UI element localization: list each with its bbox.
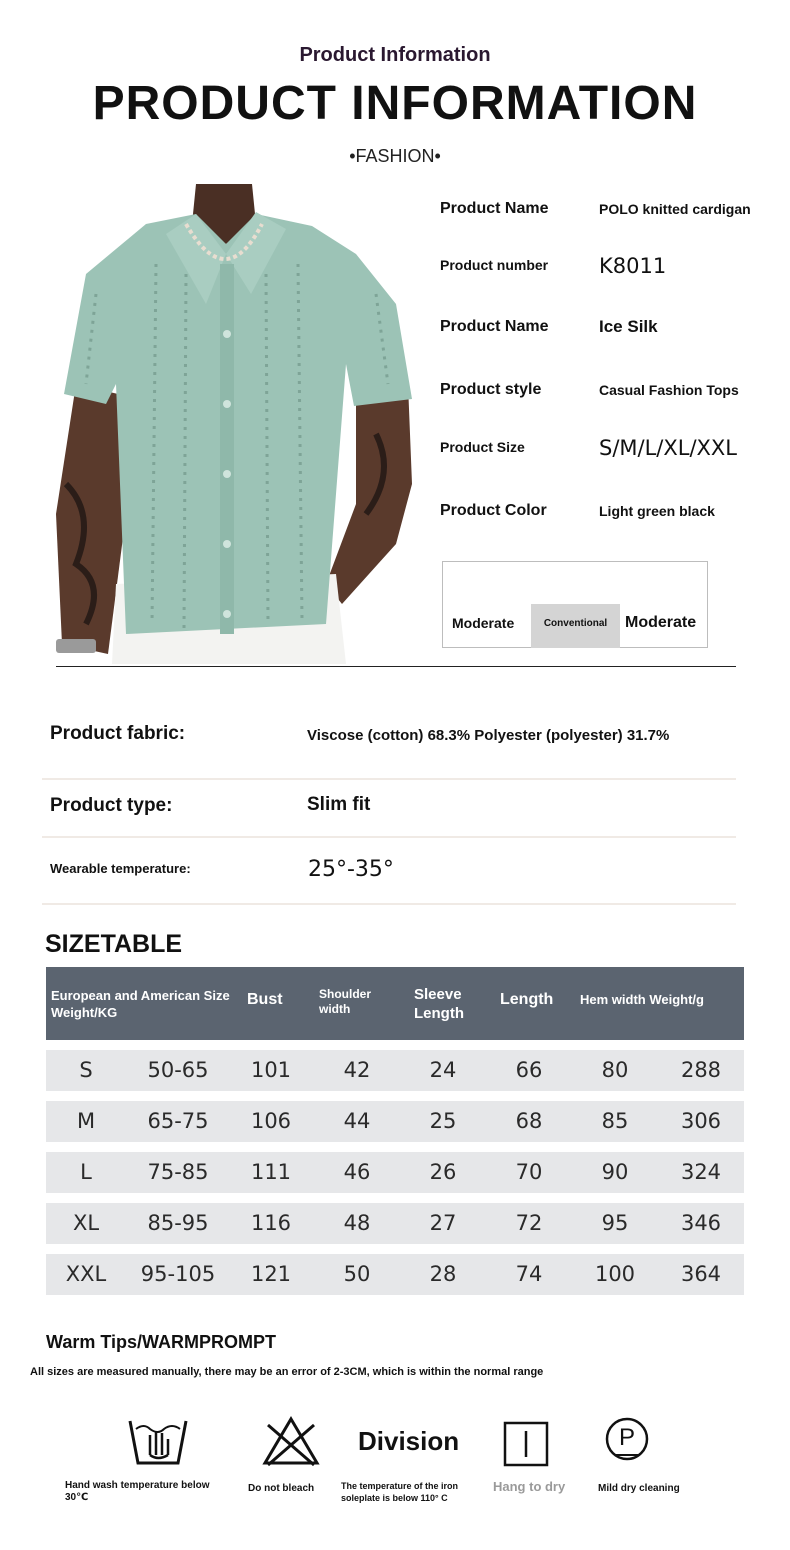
table-cell: 50-65: [147, 1058, 209, 1082]
stretch-right-label: Moderate: [625, 614, 697, 631]
table-cell: 106: [250, 1109, 292, 1133]
table-cell: 90: [601, 1160, 629, 1184]
table-cell: 80: [601, 1058, 629, 1082]
info-label-size: Product Size: [440, 439, 525, 455]
table-cell: 28: [429, 1262, 457, 1286]
care-caption-hang: Hang to dry: [493, 1479, 566, 1494]
info-label-color: Product Color: [440, 502, 547, 519]
table-cell: 70: [515, 1160, 543, 1184]
info-value-style: Casual Fashion Tops: [599, 382, 739, 398]
table-cell: 26: [429, 1160, 457, 1184]
size-table-title: SIZETABLE: [45, 930, 183, 958]
table-row: [46, 1254, 744, 1295]
table-cell: 65-75: [147, 1109, 209, 1133]
care-caption-bleach: Do not bleach: [248, 1483, 315, 1494]
page-subtitle: Product Information: [299, 44, 491, 66]
header-sleeve: Sleeve Length: [414, 986, 464, 1022]
tips-title: Warm Tips/WARMPROMPT: [46, 1332, 277, 1352]
size-cell: M: [76, 1109, 96, 1133]
temperature-value: 25°-35°: [308, 857, 394, 882]
dry-clean-symbol: P: [618, 1424, 635, 1451]
care-caption-dryclean: Mild dry cleaning: [598, 1483, 680, 1494]
table-row: [46, 1101, 744, 1142]
header-size-weight: European and American Size Weight/KG: [51, 988, 230, 1020]
tips-text: All sizes are measured manually, there may be an error of 2-3CM, which is within the normal range: [30, 1366, 544, 1378]
type-label: Product type:: [50, 795, 173, 816]
table-cell: 101: [250, 1058, 292, 1082]
table-cell: 24: [429, 1058, 457, 1082]
table-cell: 68: [515, 1109, 543, 1133]
table-row: [46, 1152, 744, 1193]
table-cell: 100: [594, 1262, 636, 1286]
product-photo: [56, 184, 412, 664]
stretch-middle-label: Conventional: [543, 618, 608, 629]
info-value-number: K8011: [599, 254, 667, 278]
care-caption-wash: Hand wash temperature below 30℃: [65, 1480, 210, 1503]
temperature-label: Wearable temperature:: [50, 861, 191, 876]
iron-temperature-label: Division: [358, 1426, 460, 1456]
care-caption-iron: The temperature of the iron soleplate is below 110° C: [341, 1481, 459, 1503]
size-cell: S: [79, 1058, 93, 1082]
table-cell: 72: [515, 1211, 543, 1235]
table-cell: 25: [429, 1109, 457, 1133]
info-label-name: Product Name: [440, 200, 549, 217]
table-cell: 121: [250, 1262, 292, 1286]
table-cell: 95-105: [140, 1262, 216, 1286]
header-hem-weight: Hem width Weight/g: [580, 992, 704, 1007]
size-cell: XL: [72, 1211, 100, 1235]
page-title: PRODUCT INFORMATION: [92, 77, 698, 130]
info-value-name: POLO knitted cardigan: [599, 201, 751, 217]
info-label-style: Product style: [440, 381, 542, 398]
table-cell: 66: [515, 1058, 543, 1082]
size-cell: L: [80, 1160, 92, 1184]
dry-clean-icon: [604, 1416, 650, 1462]
header-bust: Bust: [247, 991, 283, 1008]
hang-dry-icon: [503, 1421, 549, 1472]
header-shoulder: Shoulder width: [319, 987, 372, 1016]
info-label-material: Product Name: [440, 318, 549, 335]
info-value-color: Light green black: [599, 503, 715, 519]
table-cell: 85: [601, 1109, 629, 1133]
row-divider: [42, 903, 736, 905]
row-divider: [42, 836, 736, 838]
table-cell: 306: [680, 1109, 722, 1133]
hand-wash-icon: [128, 1415, 188, 1472]
table-cell: 324: [680, 1160, 722, 1184]
table-cell: 116: [250, 1211, 292, 1235]
info-value-size: S/M/L/XL/XXL: [599, 436, 738, 460]
table-cell: 346: [680, 1211, 722, 1235]
table-cell: 95: [601, 1211, 629, 1235]
info-label-number: Product number: [440, 257, 549, 273]
table-cell: 27: [429, 1211, 457, 1235]
dry-clean-underline: [615, 1454, 639, 1456]
type-value: Slim fit: [307, 794, 371, 815]
row-divider: [42, 778, 736, 780]
table-cell: 48: [343, 1211, 371, 1235]
table-cell: 364: [680, 1262, 722, 1286]
table-cell: 50: [343, 1262, 371, 1286]
table-row: [46, 1050, 744, 1091]
table-cell: 288: [680, 1058, 722, 1082]
table-cell: 74: [515, 1262, 543, 1286]
table-row: [46, 1203, 744, 1244]
fabric-value: Viscose (cotton) 68.3% Polyester (polyester) 31.7%: [307, 727, 670, 744]
header-length: Length: [500, 991, 554, 1008]
size-table-header: [46, 967, 744, 1040]
size-cell: XXL: [65, 1262, 107, 1286]
tagline: •FASHION•: [349, 146, 441, 166]
table-cell: 75-85: [147, 1160, 209, 1184]
fabric-label: Product fabric:: [50, 723, 186, 744]
section-divider: [56, 666, 736, 667]
table-cell: 42: [343, 1058, 371, 1082]
table-cell: 85-95: [147, 1211, 209, 1235]
table-cell: 44: [343, 1109, 371, 1133]
table-cell: 111: [250, 1160, 292, 1184]
info-value-material: Ice Silk: [599, 317, 658, 336]
no-bleach-icon: [262, 1415, 320, 1472]
stretch-left-label: Moderate: [452, 615, 515, 631]
table-cell: 46: [343, 1160, 371, 1184]
